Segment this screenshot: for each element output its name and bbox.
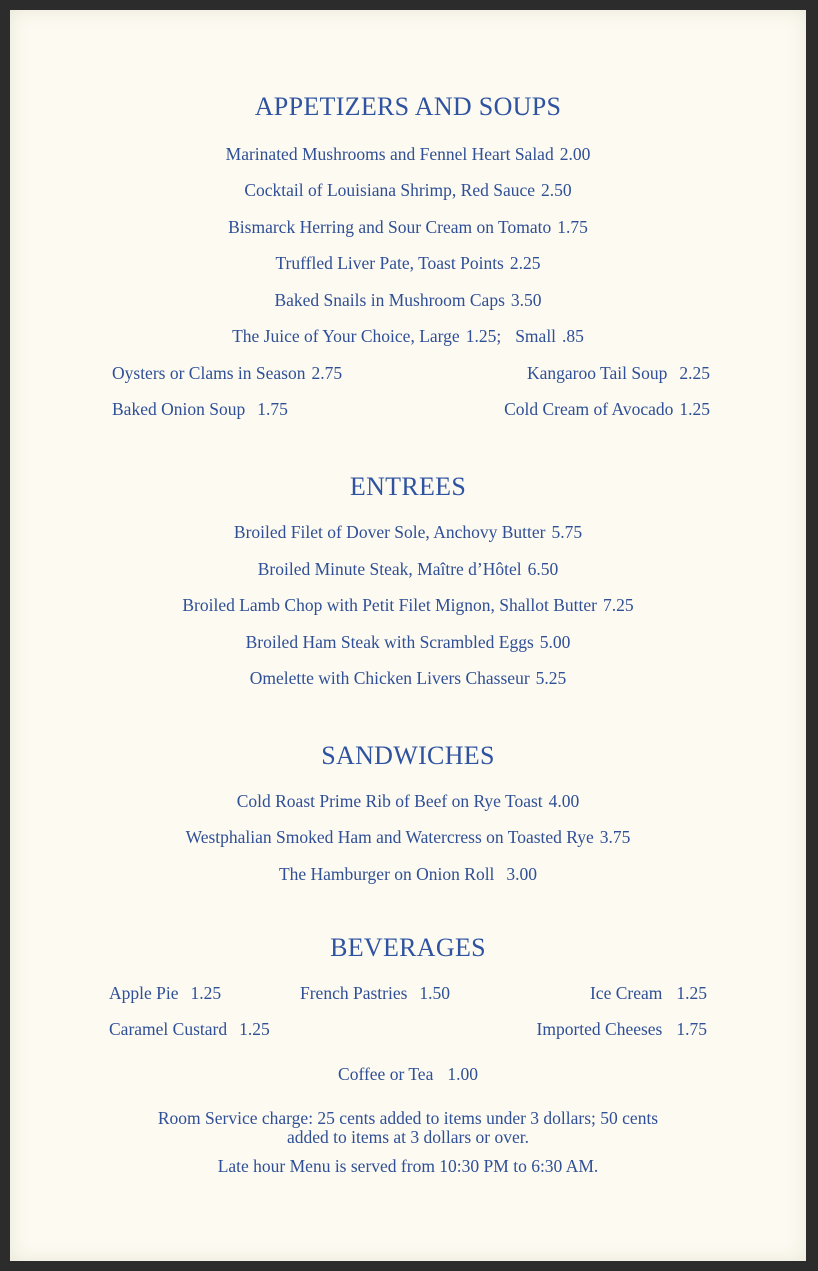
menu-item <box>10 326 806 347</box>
menu-content <box>10 10 806 1261</box>
menu-item <box>10 668 806 689</box>
menu-item <box>527 363 710 384</box>
menu-item <box>10 632 806 653</box>
item-price: 1.00 <box>447 1064 478 1084</box>
item-price: 5.25 <box>535 668 567 688</box>
menu-item <box>504 399 710 420</box>
item-price: 5.75 <box>551 522 583 542</box>
item-name: Baked Onion Soup <box>112 399 246 419</box>
item-name: Broiled Filet of Dover Sole, Anchovy Butter <box>233 522 546 542</box>
menu-item <box>10 144 806 165</box>
item-price: 1.75 <box>257 399 288 419</box>
item-price: 2.75 <box>311 363 343 383</box>
menu-item <box>10 827 806 848</box>
service-charge-line-2: added to items at 3 dollars or over. <box>286 1127 530 1147</box>
item-name: Ice Cream <box>589 983 663 1003</box>
item-price: 5.00 <box>539 632 571 652</box>
item-name: Coffee or Tea <box>338 1064 434 1084</box>
item-name: Kangaroo Tail Soup <box>526 363 668 383</box>
menu-item <box>109 1019 270 1040</box>
item-name: Truffled Liver Pate, Toast Points <box>275 253 504 273</box>
item-price: 1.25 <box>239 1019 270 1039</box>
item-price: 4.00 <box>548 791 580 811</box>
item-name-small: Small <box>515 326 557 346</box>
item-name: Cold Roast Prime Rib of Beef on Rye Toast <box>236 791 543 811</box>
entrees-title: ENTREES <box>349 472 467 501</box>
item-name: Caramel Custard <box>109 1019 228 1039</box>
item-name: The Hamburger on Onion Roll <box>278 864 495 884</box>
menu-item <box>10 217 806 238</box>
item-price: 6.50 <box>527 559 559 579</box>
item-name: Imported Cheeses <box>536 1019 663 1039</box>
item-price: 1.25 <box>190 983 222 1003</box>
item-name: Apple Pie <box>109 983 179 1003</box>
service-charge-note <box>10 1109 806 1147</box>
menu-item <box>590 983 707 1004</box>
menu-item <box>10 864 806 885</box>
item-price: 3.00 <box>506 864 538 884</box>
item-name: Marinated Mushrooms and Fennel Heart Salad <box>225 144 554 164</box>
item-name: Bismarck Herring and Sour Cream on Tomato <box>228 217 552 237</box>
item-price: 2.25 <box>679 363 710 383</box>
menu-item <box>537 1019 708 1040</box>
menu-item <box>10 522 806 543</box>
menu-item <box>10 1064 806 1085</box>
item-price-small: .85 <box>562 326 584 346</box>
item-price: 2.25 <box>509 253 541 273</box>
item-name: Broiled Ham Steak with Scrambled Eggs <box>245 632 534 652</box>
menu-card <box>10 10 806 1261</box>
item-price: 2.50 <box>541 180 572 200</box>
item-price: 2.00 <box>559 144 591 164</box>
item-price: 1.25; <box>465 326 502 346</box>
item-price: 3.75 <box>599 827 631 847</box>
menu-item <box>10 180 806 201</box>
menu-item <box>300 983 450 1004</box>
item-name: French Pastries <box>300 983 408 1003</box>
item-name: Baked Snails in Mushroom Caps <box>274 290 505 310</box>
item-name: Omelette with Chicken Livers Chasseur <box>249 668 530 688</box>
item-price: 7.25 <box>603 595 634 615</box>
service-charge-line-1: Room Service charge: 25 cents added to items under 3 dollars; 50 cents <box>157 1108 659 1128</box>
menu-item <box>112 363 342 384</box>
item-name: Broiled Lamb Chop with Petit Filet Mignon, Shallot Butter <box>182 595 598 615</box>
menu-item <box>10 595 806 616</box>
menu-item <box>10 290 806 311</box>
item-name: Oysters or Clams in Season <box>112 363 306 383</box>
item-price: 1.75 <box>676 1019 707 1039</box>
menu-item <box>10 791 806 812</box>
item-name: The Juice of Your Choice, Large <box>232 326 460 346</box>
item-price: 1.75 <box>557 217 588 237</box>
appetizers-title: APPETIZERS AND SOUPS <box>254 92 562 121</box>
item-name: Broiled Minute Steak, Maître d’Hôtel <box>257 559 522 579</box>
item-name: Cold Cream of Avocado <box>504 399 674 419</box>
hours-note: Late hour Menu is served from 10:30 PM to 6:30 AM. <box>217 1156 599 1176</box>
item-price: 3.50 <box>510 290 542 310</box>
menu-item <box>109 983 221 1004</box>
menu-item <box>10 253 806 274</box>
sandwiches-title: SANDWICHES <box>321 741 495 770</box>
item-price: 1.25 <box>676 983 707 1003</box>
beverages-title: BEVERAGES <box>330 933 486 962</box>
item-price: 1.25 <box>679 399 710 419</box>
menu-item <box>10 559 806 580</box>
item-name: Westphalian Smoked Ham and Watercress on Toasted Rye <box>185 827 594 847</box>
menu-item <box>112 399 288 420</box>
item-name: Cocktail of Louisiana Shrimp, Red Sauce <box>244 180 535 200</box>
item-price: 1.50 <box>419 983 451 1003</box>
